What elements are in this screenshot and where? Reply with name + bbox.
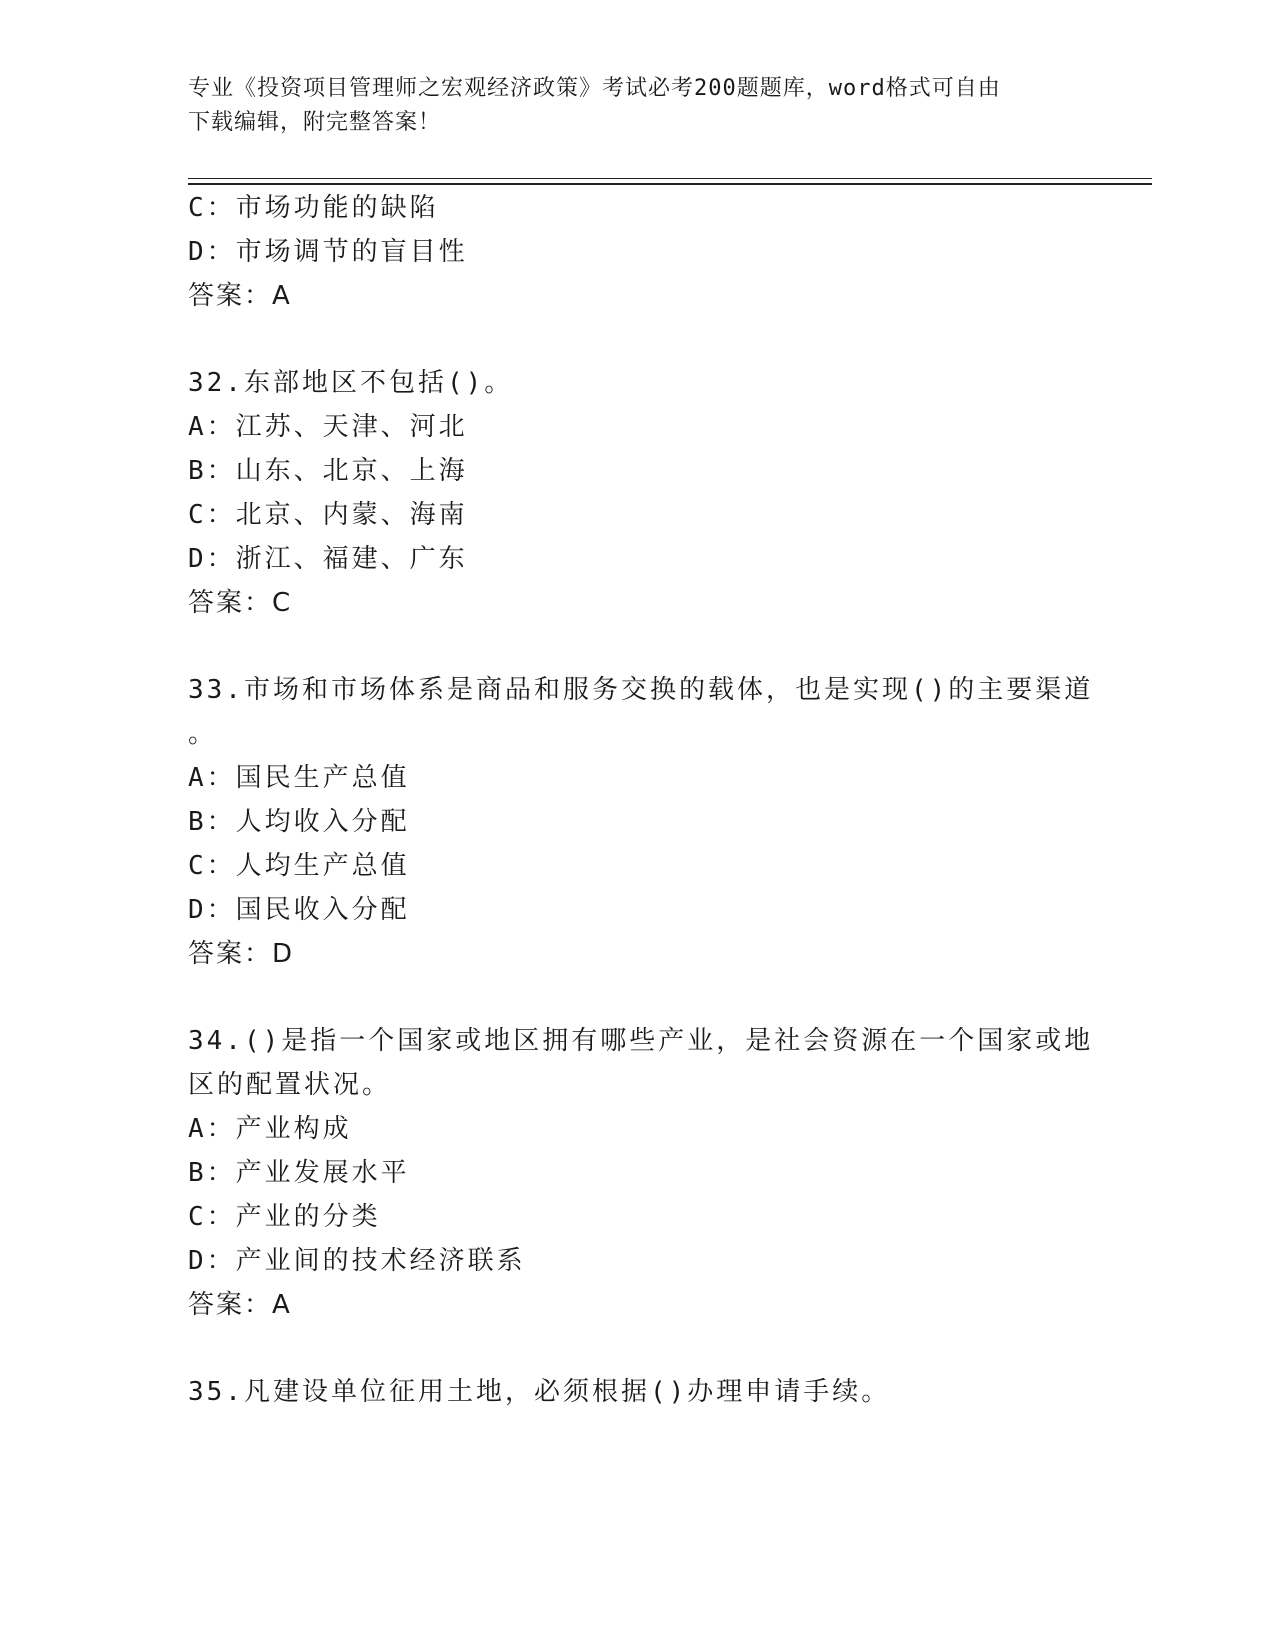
q34-answer: 答案：A <box>188 1290 292 1320</box>
q33-option-b: B：人均收入分配 <box>188 807 410 837</box>
q33-answer: 答案：D <box>188 939 295 969</box>
q32-answer: 答案：C <box>188 588 293 618</box>
q32-option-c: C：北京、内蒙、海南 <box>188 500 468 530</box>
q34-option-b: B：产业发展水平 <box>188 1158 410 1188</box>
q34-option-c: C：产业的分类 <box>188 1202 381 1232</box>
q32-option-a: A：江苏、天津、河北 <box>188 412 468 442</box>
q31-answer: 答案：A <box>188 281 292 311</box>
q32-option-d: D：浙江、福建、广东 <box>188 544 468 574</box>
q33-option-c: C：人均生产总值 <box>188 851 410 881</box>
q32-option-b: B：山东、北京、上海 <box>188 456 468 486</box>
header-line-2: 下载编辑，附完整答案！ <box>188 110 442 135</box>
header-divider-thick <box>188 183 1152 185</box>
q35-stem: 35.凡建设单位征用土地，必须根据()办理申请手续。 <box>188 1377 891 1407</box>
q33-option-d: D：国民收入分配 <box>188 895 410 925</box>
document-header <box>188 72 1088 140</box>
header-divider-thin <box>188 178 1152 179</box>
q31-option-d: D：市场调节的盲目性 <box>188 237 468 267</box>
q34-option-d: D：产业间的技术经济联系 <box>188 1246 526 1276</box>
q34-option-a: A：产业构成 <box>188 1114 352 1144</box>
q33-option-a: A：国民生产总值 <box>188 763 410 793</box>
q32-stem: 32.东部地区不包括()。 <box>188 368 514 398</box>
q33-stem-line-1: 33.市场和市场体系是商品和服务交换的载体，也是实现()的主要渠道 <box>188 675 1094 705</box>
q33-stem-line-2: 。 <box>188 719 218 749</box>
header-line-1: 专业《投资项目管理师之宏观经济政策》考试必考200题题库，word格式可自由 <box>188 76 1001 101</box>
q34-stem-line-1: 34.()是指一个国家或地区拥有哪些产业，是社会资源在一个国家或地 <box>188 1026 1094 1056</box>
q34-stem-line-2: 区的配置状况。 <box>188 1070 392 1100</box>
q31-option-c: C：市场功能的缺陷 <box>188 193 439 223</box>
